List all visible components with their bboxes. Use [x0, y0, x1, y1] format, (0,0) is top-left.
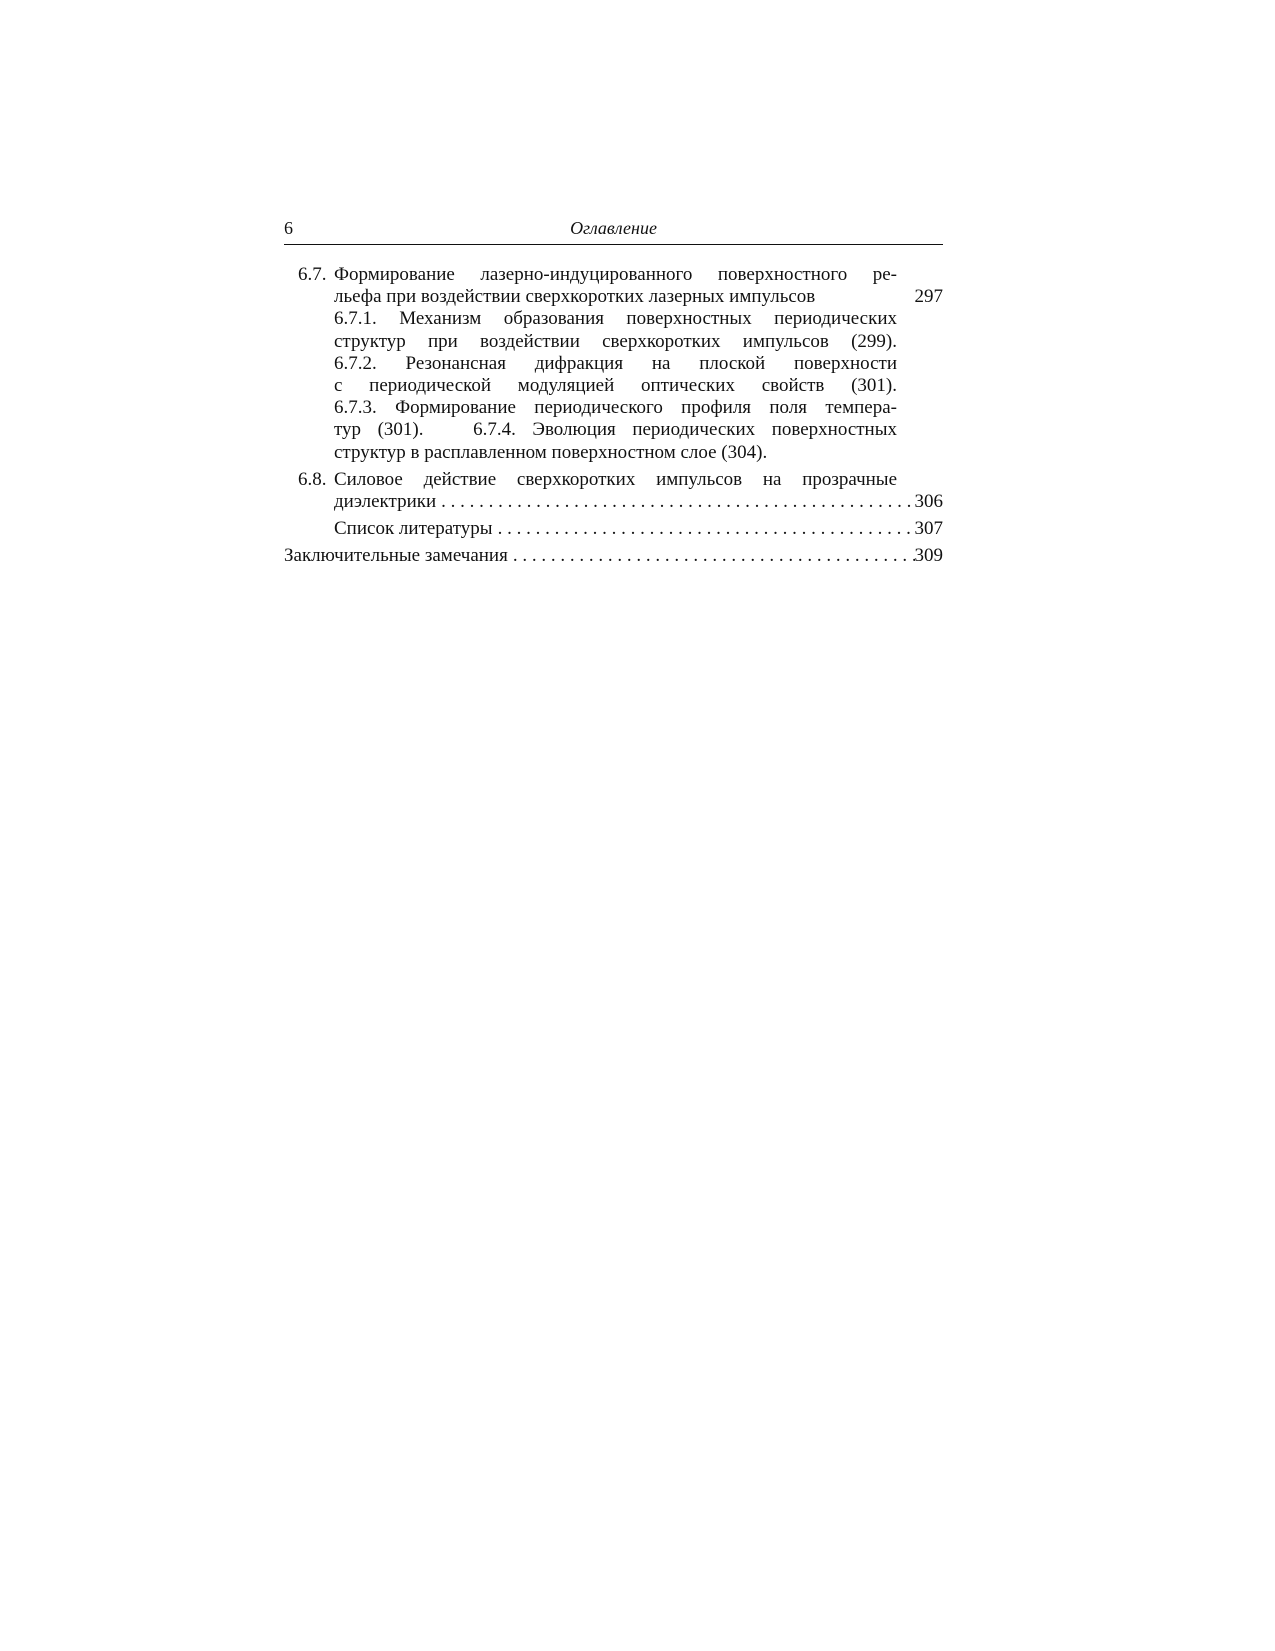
page-reference: 306 — [914, 491, 943, 513]
dot-leader — [436, 491, 914, 513]
section-title-line: Силовое действие сверхкоротких импульсов на прозрачные — [334, 468, 897, 490]
running-head — [284, 216, 943, 245]
page-reference: 297 — [914, 286, 943, 307]
subsection-line: с периодической модуляцией оптических свойств (301). — [334, 375, 897, 397]
subsection-line: 6.7.3. Формирование периодического профиля поля темпера- — [334, 397, 897, 419]
subsection-line: структур в расплавленном поверхностном слое (304). — [334, 441, 768, 463]
conclusion-leader — [284, 545, 943, 567]
subsection-line: структур при воздействии сверхкоротких импульсов (299). — [334, 330, 897, 352]
references-label: Список литературы — [334, 518, 493, 540]
section-number: 6.8. — [298, 468, 327, 490]
dot-leader — [493, 518, 915, 540]
section-title-line: льефа при воздействии сверхкоротких лазерных импульсов — [334, 286, 816, 308]
toc-entry-6-7 — [284, 264, 943, 464]
subsection-line: тур (301). 6.7.4. Эволюция периодических поверхностных — [334, 419, 897, 441]
subsection-line: 6.7.1. Механизм образования поверхностных периодических — [334, 308, 897, 330]
section-number: 6.7. — [298, 264, 327, 285]
subsection-line: 6.7.2. Резонансная дифракция на плоской поверхности — [334, 352, 897, 374]
table-of-contents — [284, 264, 943, 568]
toc-entry-conclusion — [284, 545, 943, 567]
conclusion-label: Заключительные замечания — [284, 545, 508, 567]
section-title-line: диэлектрики — [334, 491, 437, 513]
page-reference: 307 — [914, 518, 943, 540]
page-number: 6 — [284, 218, 293, 238]
section-title-line: Формирование лазерно-индуцированного поверхностного ре- — [334, 264, 897, 285]
references-leader — [334, 518, 943, 540]
page-reference: 309 — [914, 545, 943, 567]
running-title: Оглавление — [570, 218, 657, 238]
section-title — [334, 264, 897, 308]
section-title-leader — [334, 491, 943, 513]
dot-leader — [508, 545, 915, 567]
toc-entry-references — [284, 518, 943, 540]
toc-entry-6-8 — [284, 469, 943, 513]
subsection-list — [334, 308, 897, 463]
section-title — [334, 469, 897, 491]
